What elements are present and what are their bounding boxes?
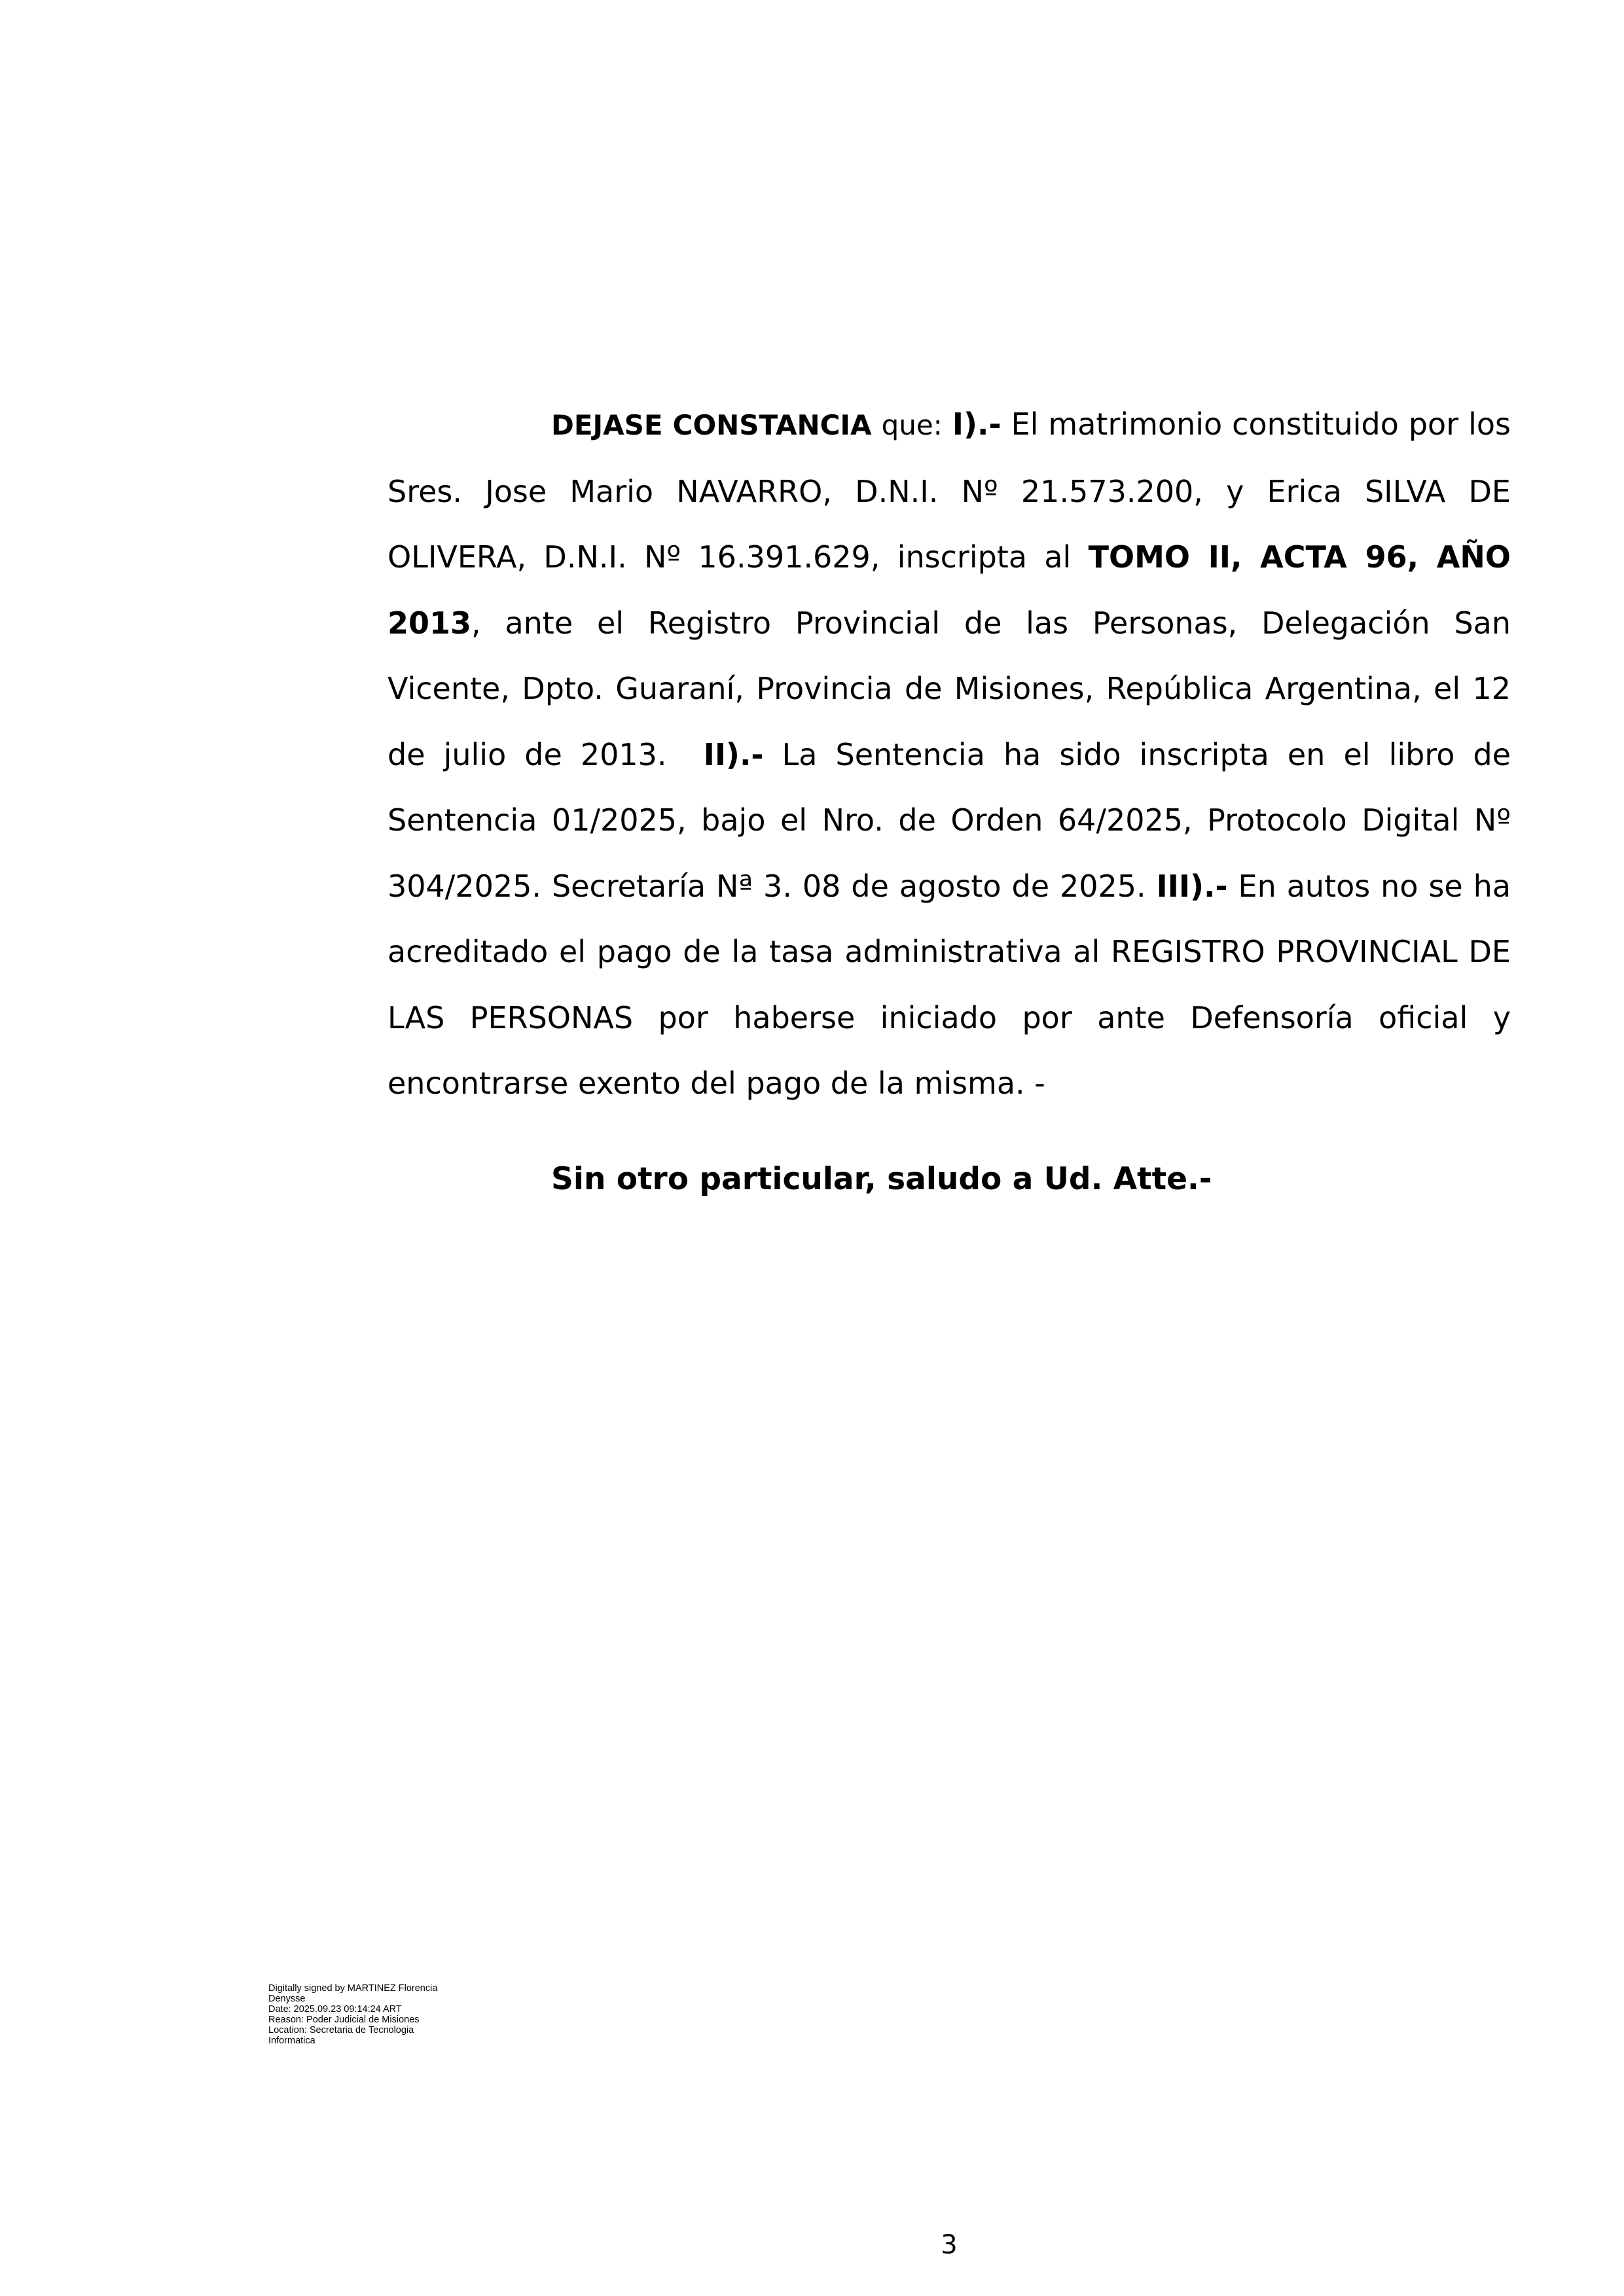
- item2-text: La Sentencia ha sido inscripta en el libro de Sentencia 01/2025, bajo el Nro. de Orden 64/2025, Protocolo Digital Nº 304/2025. Secretaría Nª 3. 08 de agosto de 2025.: [388, 736, 1511, 904]
- constancia-paragraph: [388, 391, 1511, 1117]
- item1-marker: I).-: [952, 406, 1001, 442]
- item3-marker: III).-: [1156, 868, 1228, 904]
- item1-text-b: , ante el Registro Provincial de las Personas, Delegación San Vicente, Dpto. Guaraní, Provincia de Misiones, República Argentina, el 12 de julio de 2013.: [388, 605, 1511, 772]
- item1-bold-reference: TOMO II, ACTA 96, AÑO 2013: [388, 539, 1511, 641]
- signature-line: Date: 2025.09.23 09:14:24 ART: [268, 2004, 402, 2015]
- signature-line: Reason: Poder Judicial de Misiones: [268, 2015, 420, 2025]
- signature-line: Digitally signed by MARTINEZ Florencia: [268, 1983, 438, 1994]
- item1-text-a: El matrimonio constituido por los Sres. Jose Mario NAVARRO, D.N.I. Nº 21.573.200, y Erica SILVA DE OLIVERA, D.N.I. Nº 16.391.629, inscripta al: [388, 406, 1511, 575]
- signature-line: Informatica: [268, 2036, 316, 2046]
- digital-signature-block: [268, 1983, 491, 2046]
- lead-bold-text: DEJASE CONSTANCIA: [551, 409, 872, 441]
- closing-salutation: Sin otro particular, saludo a Ud. Atte.-: [551, 1161, 1212, 1197]
- lead-normal-text: que:: [881, 409, 943, 441]
- page-number: 3: [941, 2230, 958, 2260]
- item2-marker: II).-: [703, 736, 764, 772]
- item3-text: En autos no se ha acreditado el pago de la tasa administrativa al REGISTRO PROVINCIAL DE LAS PERSONAS por haberse iniciado por ante Defensoría oficial y encontrarse exento del pago de la misma. -: [388, 868, 1511, 1101]
- signature-line: Location: Secretaria de Tecnologia: [268, 2025, 414, 2036]
- signature-line: Denysse: [268, 1994, 306, 2004]
